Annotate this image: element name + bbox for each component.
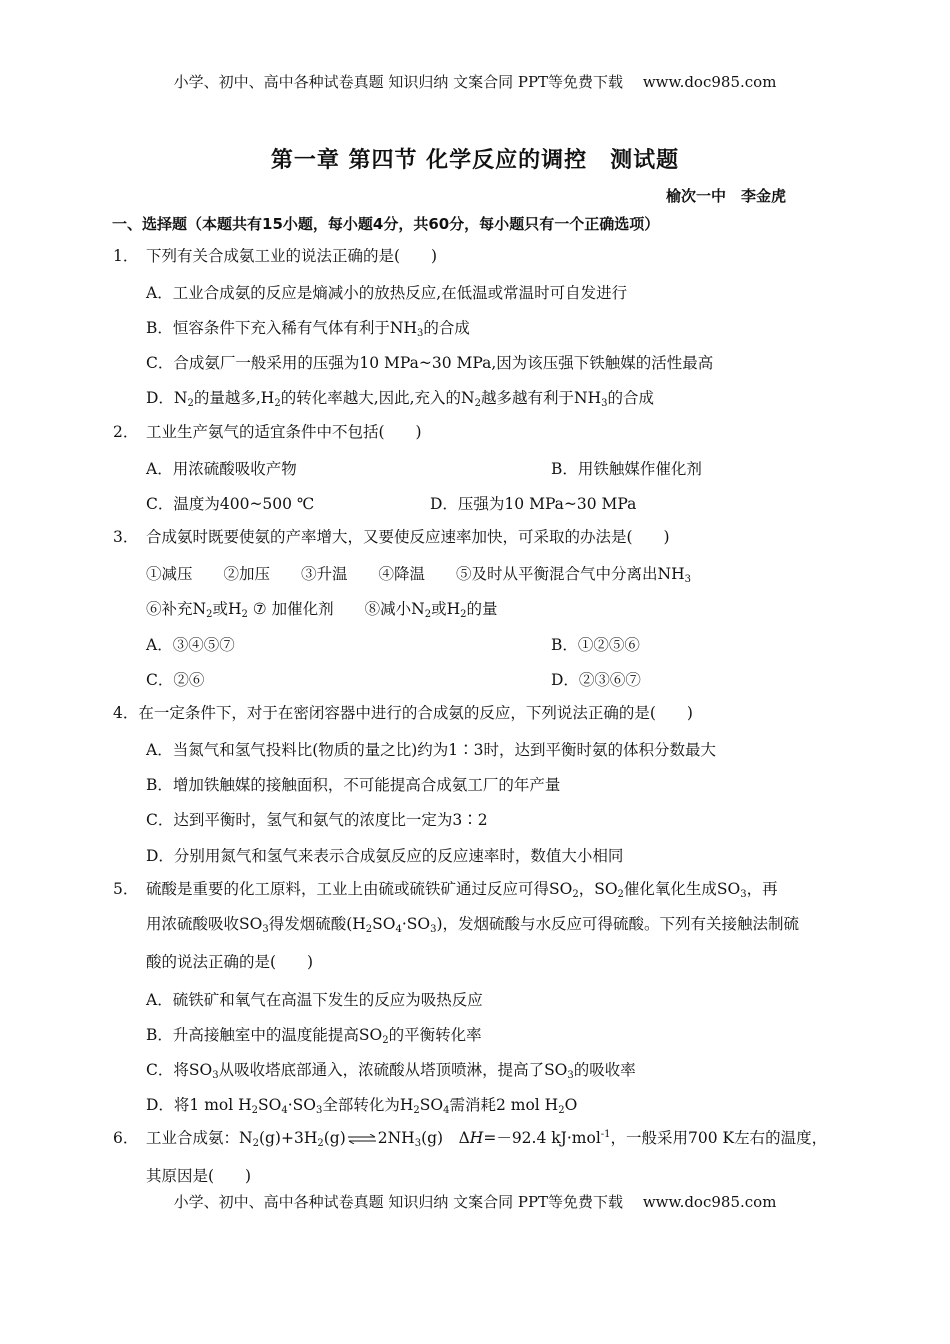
question-number: 4． bbox=[113, 704, 139, 722]
q5-option-d: D．将1 mol $H_2SO_4\cdot SO_3$全部转化为$H_2SO_4$需消耗2 mol $H_2O$ bbox=[146, 1096, 578, 1116]
q3-choice-list-2: ⑥补充$N_2$或$H_2$ ⑦ 加催化剂 ⑧减小$N_2$或$H_2$的量 bbox=[146, 600, 498, 620]
q4-option-d: D．分别用氮气和氢气来表示合成氨反应的反应速率时，数值大小相同 bbox=[146, 847, 624, 865]
question-stem: 在一定条件下，对于在密闭容器中进行的合成氨的反应，下列说法正确的是( ) bbox=[138, 704, 693, 722]
question-stem-line-2: 用浓硫酸吸收$SO_3$得发烟硫酸$(H_2SO_4\cdot SO_3)$，发烟硫酸与水反应可得硫酸。下列有关接触法制硫 bbox=[146, 915, 800, 935]
q3-option-c: C．②⑥ bbox=[146, 671, 205, 689]
q4-option-a: A．当氮气和氢气投料比(物质的量之比)约为1∶3时，达到平衡时氨的体积分数最大 bbox=[146, 741, 717, 759]
q5-option-a: A．硫铁矿和氧气在高温下发生的反应为吸热反应 bbox=[146, 991, 483, 1009]
question-4 bbox=[113, 703, 693, 723]
q4-option-c: C．达到平衡时，氢气和氨气的浓度比一定为3∶2 bbox=[146, 811, 488, 829]
question-number: 1． bbox=[113, 247, 139, 265]
question-stem: 下列有关合成氨工业的说法正确的是( ) bbox=[146, 247, 438, 265]
question-stem: 合成氨时既要使氨的产率增大，又要使反应速率加快，可采取的办法是( ) bbox=[146, 528, 670, 546]
question-number: 3． bbox=[113, 528, 139, 546]
q1-option-c: C．合成氨厂一般采用的压强为10 MPa~30 MPa,因为该压强下铁触媒的活性最高 bbox=[146, 354, 714, 372]
question-stem-line-1: 硫酸是重要的化工原料，工业上由硫或硫铁矿通过反应可得$SO_2$，$SO_2$催化氧化生成$SO_3$，再 bbox=[146, 880, 778, 900]
author-line: 榆次一中 李金虎 bbox=[666, 187, 787, 205]
question-stem: 工业生产氨气的适宜条件中不包括( ) bbox=[146, 423, 422, 441]
page-title: 第一章 第四节 化学反应的调控 测试题 bbox=[270, 148, 680, 173]
question-number: 5． bbox=[113, 880, 139, 898]
page-header: 小学、初中、高中各种试卷真题 知识归纳 文案合同 PPT等免费下载 www.doc985.com bbox=[173, 73, 777, 91]
equilibrium-arrow-icon bbox=[347, 1134, 377, 1144]
q1-option-b: B．恒容条件下充入稀有气体有利于$NH_3$的合成 bbox=[146, 319, 470, 339]
question-number: 2． bbox=[113, 423, 139, 441]
q3-choice-list-1: ①减压 ②加压 ③升温 ④降温 ⑤及时从平衡混合气中分离出$NH_3$ bbox=[146, 565, 691, 585]
q5-option-b: B．升高接触室中的温度能提高$SO_2$的平衡转化率 bbox=[146, 1026, 482, 1046]
question-stem-line-1: 工业合成氨：$N_2(g)+3H_2(g)$ $2NH_3(g)$ ΔH=－92.4 kJ·mol$^{-1}$，一般采用700 K左右的温度， bbox=[146, 1129, 828, 1149]
question-number: 6． bbox=[113, 1129, 139, 1147]
q3-option-b: B．①②⑤⑥ bbox=[551, 636, 640, 654]
q2-option-b: B．用铁触媒作催化剂 bbox=[551, 460, 702, 478]
question-stem-line-2: 其原因是( ) bbox=[146, 1167, 252, 1185]
section-heading: 一、选择题（本题共有15小题，每小题4分，共60分，每小题只有一个正确选项） bbox=[112, 215, 660, 233]
q1-option-d: D．$N_2$的量越多$,H_2$的转化率越大,因此,充入的$N_2$越多越有利于$NH_3$的合成 bbox=[146, 389, 654, 409]
q2-option-c: C．温度为400~500 ℃ bbox=[146, 495, 315, 513]
q2-option-a: A．用浓硫酸吸收产物 bbox=[146, 460, 297, 478]
q3-option-a: A．③④⑤⑦ bbox=[146, 636, 235, 654]
question-stem-line-3: 酸的说法正确的是( ) bbox=[146, 953, 314, 971]
page-footer: 小学、初中、高中各种试卷真题 知识归纳 文案合同 PPT等免费下载 www.doc985.com bbox=[173, 1193, 777, 1211]
q1-option-a: A．工业合成氨的反应是熵减小的放热反应,在低温或常温时可自发进行 bbox=[146, 284, 628, 302]
q3-option-d: D．②③⑥⑦ bbox=[551, 671, 641, 689]
q5-option-c: C．将$SO_3$从吸收塔底部通入，浓硫酸从塔顶喷淋，提高了$SO_3$的吸收率 bbox=[146, 1061, 636, 1081]
q2-option-d: D．压强为10 MPa~30 MPa bbox=[430, 495, 637, 513]
q4-option-b: B．增加铁触媒的接触面积，不可能提高合成氨工厂的年产量 bbox=[146, 776, 561, 794]
